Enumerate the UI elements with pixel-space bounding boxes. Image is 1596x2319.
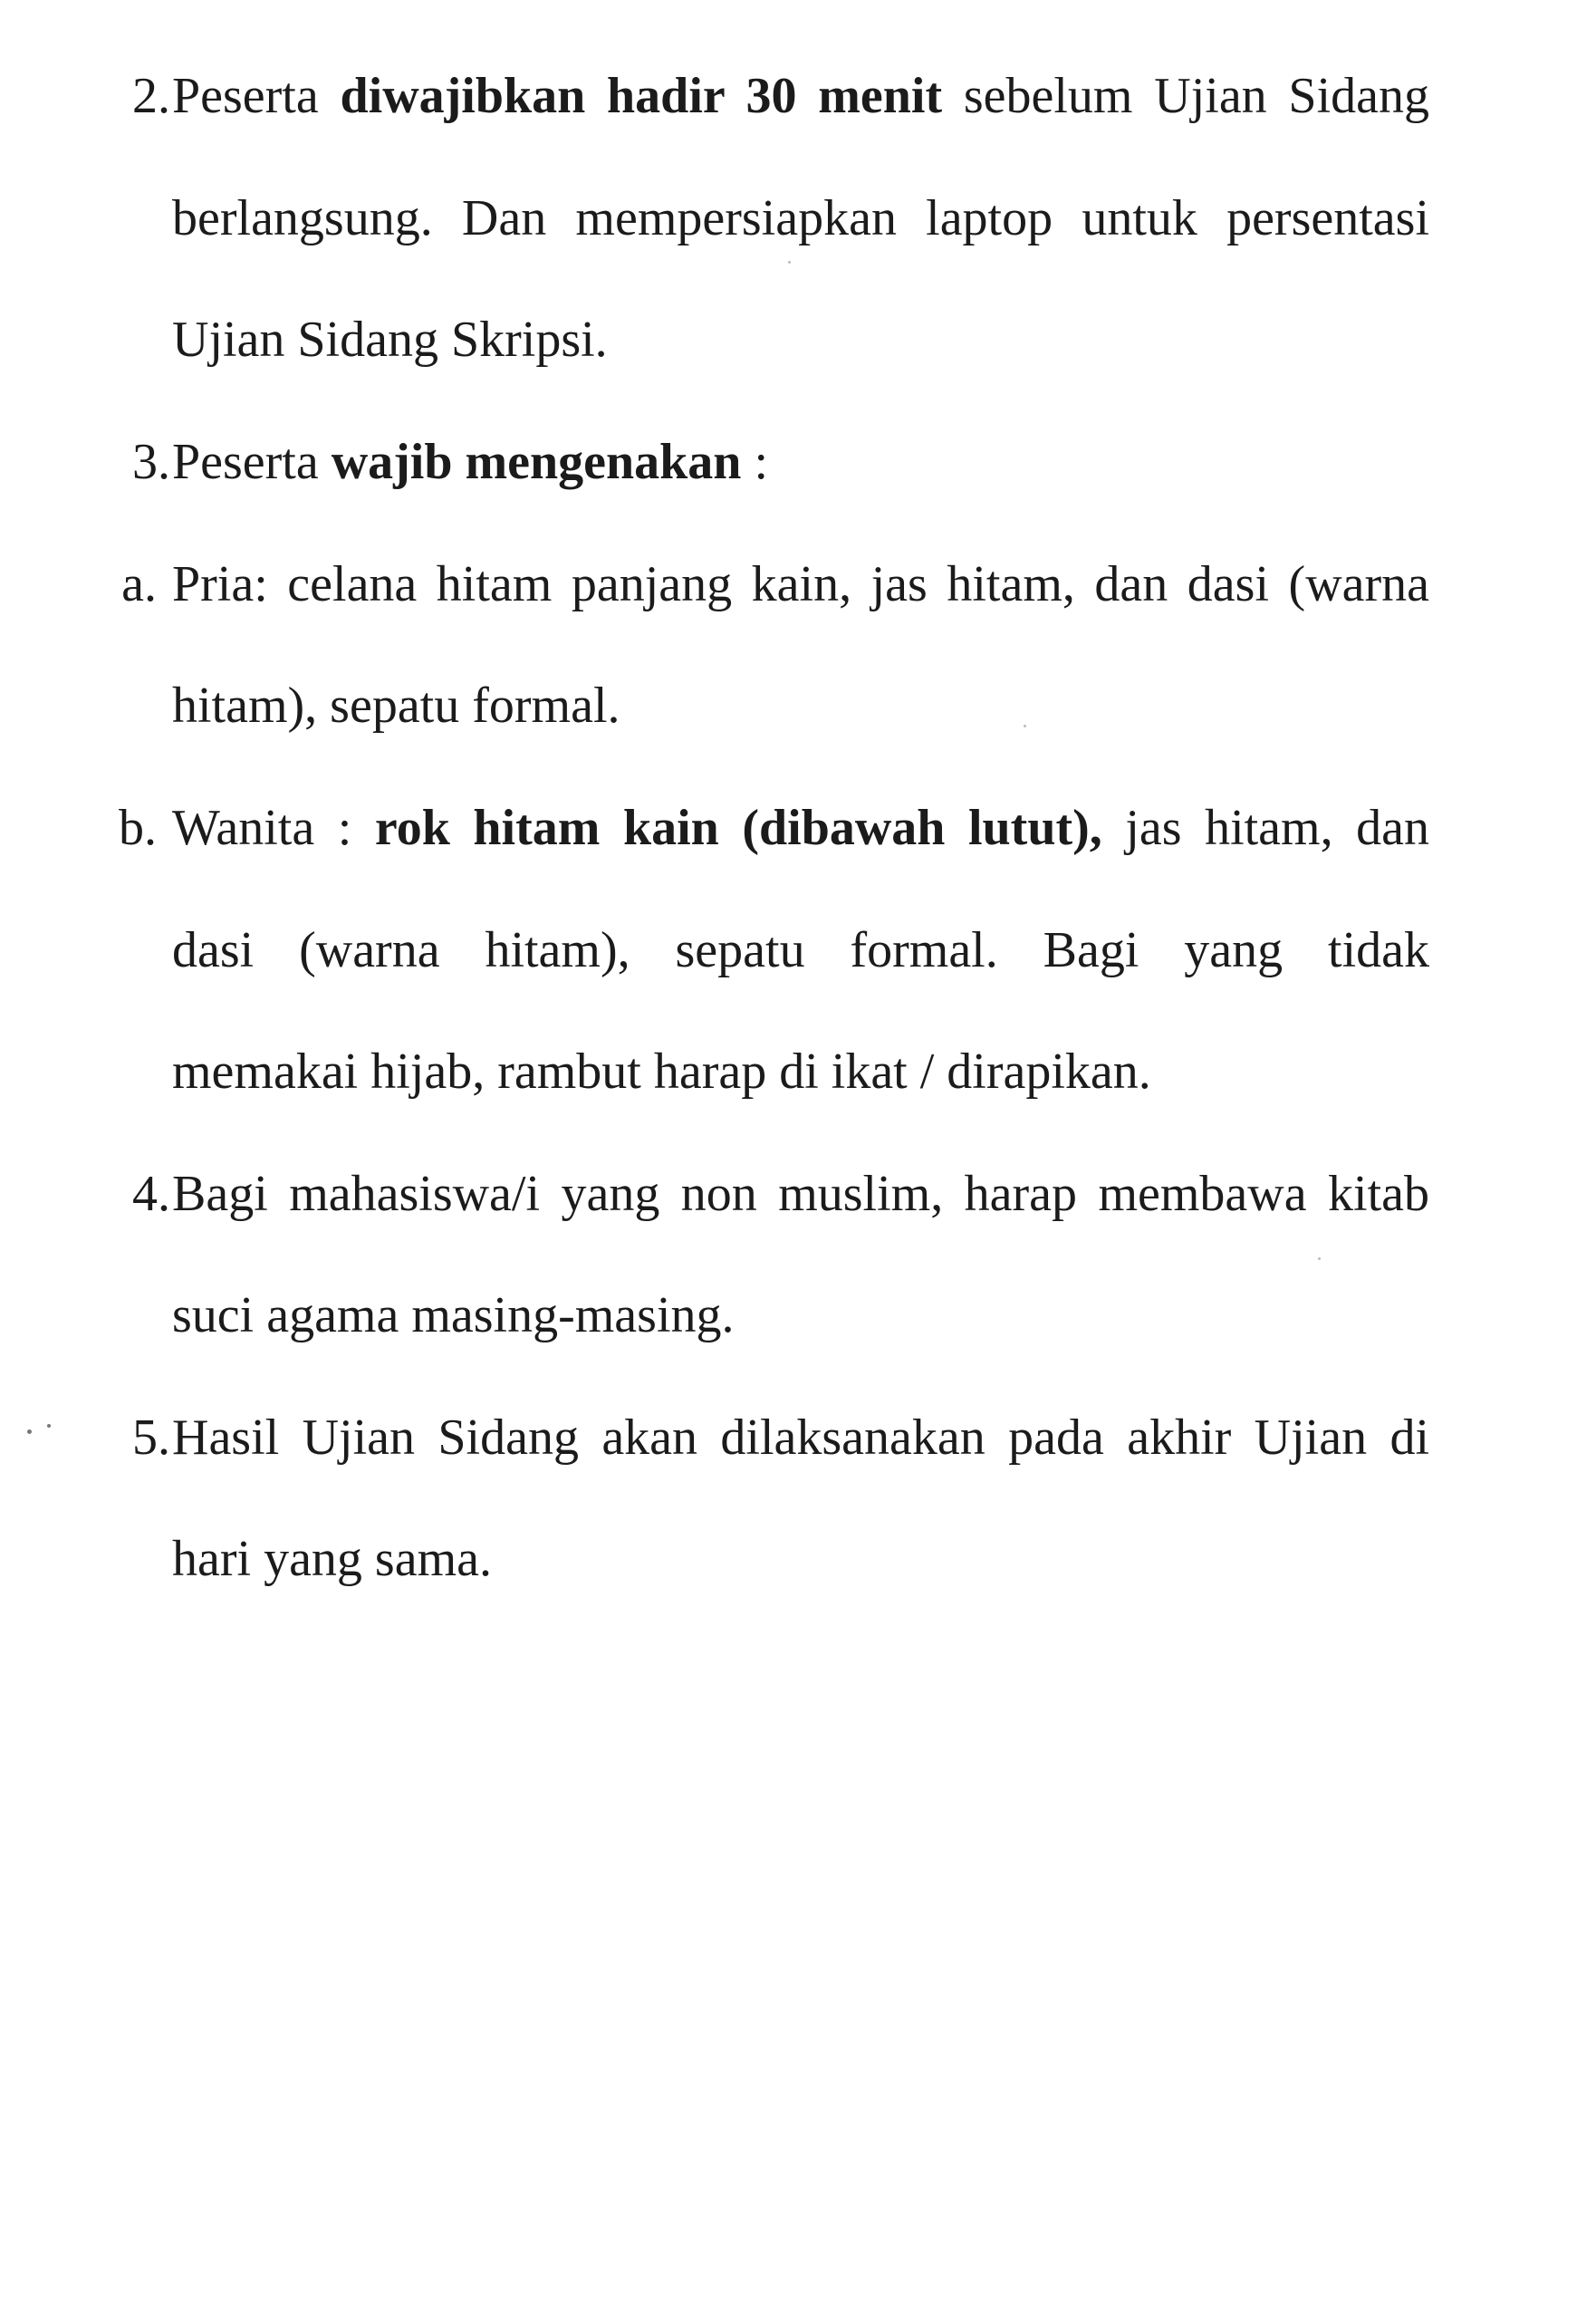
list-item-line: hitam), sepatu formal. <box>172 678 620 734</box>
scan-speck <box>788 261 791 264</box>
list-marker: 5. <box>132 1410 170 1466</box>
list-marker: 2. <box>132 68 170 124</box>
emphasis-text: rok hitam kain (dibawah lutut), <box>374 800 1102 856</box>
scan-speck <box>1024 725 1026 727</box>
list-item-line: Hasil Ujian Sidang akan dilaksanakan pada akhir Ujian di <box>172 1410 1429 1466</box>
list-item-line: Pria: celana hitam panjang kain, jas hitam, dan dasi (warna <box>172 556 1429 612</box>
list-item-line: Wanita : rok hitam kain (dibawah lutut), jas hitam, dan <box>172 800 1429 856</box>
list-marker: a. <box>121 556 157 612</box>
list-item-line: Peserta diwajibkan hadir 30 menit sebelum Ujian Sidang <box>172 68 1429 124</box>
emphasis-text: wajib mengenakan <box>331 434 742 490</box>
list-marker: b. <box>119 800 157 856</box>
list-item-line: dasi (warna hitam), sepatu formal. Bagi yang tidak <box>172 922 1429 978</box>
scan-speck <box>1318 1257 1321 1260</box>
list-marker: 4. <box>132 1166 170 1222</box>
list-item-line: Peserta wajib mengenakan : <box>172 434 769 490</box>
list-item-line: memakai hijab, rambut harap di ikat / dirapikan. <box>172 1044 1151 1100</box>
scan-speck <box>27 1429 32 1434</box>
emphasis-text: diwajibkan hadir 30 menit <box>340 68 943 124</box>
list-item-line: Bagi mahasiswa/i yang non muslim, harap membawa kitab <box>172 1166 1429 1222</box>
list-item-line: hari yang sama. <box>172 1531 492 1587</box>
list-marker: 3. <box>132 434 170 490</box>
list-item-line: berlangsung. Dan mempersiapkan laptop untuk persentasi <box>172 190 1429 246</box>
list-item-line: suci agama masing-masing. <box>172 1287 735 1343</box>
list-item-line: Ujian Sidang Skripsi. <box>172 312 608 368</box>
scan-speck <box>47 1424 51 1428</box>
